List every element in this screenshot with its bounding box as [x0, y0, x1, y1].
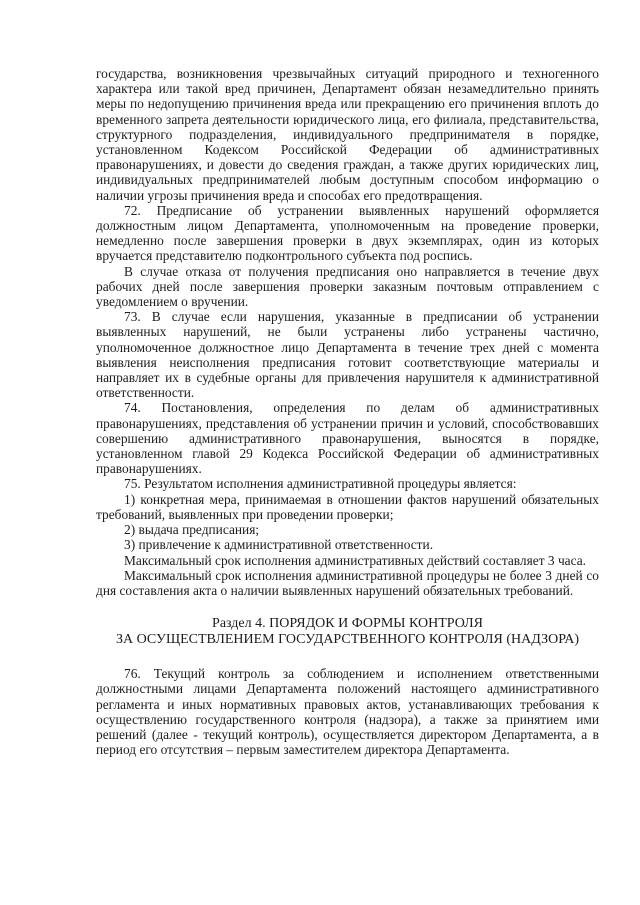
spacer	[96, 648, 599, 666]
list-item-1: 1) конкретная мера, принимаемая в отношении фактов нарушений обязательных требований, выявленных при проведении проверки;	[96, 491, 599, 522]
paragraph-76: 76. Текущий контроль за соблюдением и исполнением ответственными должностными лицами Департамента положений настоящего административного регламента и иных нормативных правовых актов, устанавливающих требования к осуществлению государственного контроля (надзора), а также за принятием ими решений (далее - текущий контроль), осуществляется директором Департамента, а в период его отсутствия – первым заместителем директора Департамента.	[96, 666, 599, 758]
paragraph-74: 74. Постановления, определения по делам об административных правонарушениях, представления об устранении причин и условий, способствовавших совершению административного правонарушения, выносятся в порядке, установленном главой 29 Кодекса Российской Федерации об административных правонарушениях.	[96, 400, 599, 477]
section-heading-line2: ЗА ОСУЩЕСТВЛЕНИЕМ ГОСУДАРСТВЕННОГО КОНТРОЛЯ (НАДЗОРА)	[115, 632, 579, 648]
list-item-3: 3) привлечение к административной ответственности.	[124, 537, 434, 553]
paragraph-75: 75. Результатом исполнения административной процедуры является:	[124, 476, 517, 492]
list-item-2: 2) выдача предписания;	[124, 522, 260, 538]
paragraph-continuation: государства, возникновения чрезвычайных ситуаций природного и техногенного характера или такой вред причинен, Департамент обязан незамедлительно принять меры по недопущению причинения вреда или прекращению его причинения вплоть до временного запрета деятельности юридического лица, его филиала, представительства, структурного подразделения, индивидуального предпринимателя в порядке, установленном Кодексом Российской Федерации об административных правонарушениях, и довести до сведения граждан, а также других юридических лиц, индивидуальных предпринимателей любым доступным способом информацию о наличии угрозы причинения вреда и способах его предотвращения.	[96, 66, 599, 203]
document-body	[96, 66, 599, 757]
section-heading	[96, 616, 599, 648]
section-heading-line1: Раздел 4. ПОРЯДОК И ФОРМЫ КОНТРОЛЯ	[212, 616, 483, 632]
paragraph-72: 72. Предписание об устранении выявленных нарушений оформляется должностным лицом Департамента, уполномоченным на проведение проверки, немедленно после завершения проверки в двух экземплярах, один из которых вручается представителю подконтрольного субъекта под роспись.	[96, 202, 599, 264]
paragraph-refusal: В случае отказа от получения предписания оно направляется в течение двух рабочих дней после завершения проверки заказным почтовым отправлением с уведомлением о вручении.	[96, 263, 599, 310]
paragraph-max-time-actions: Максимальный срок исполнения административных действий составляет 3 часа.	[124, 552, 587, 568]
paragraph-max-time-procedure: Максимальный срок исполнения административной процедуры не более 3 дней со дня составления акта о наличии выявленных нарушений обязательных требований.	[96, 567, 599, 598]
paragraph-73: 73. В случае если нарушения, указанные в предписании об устранении выявленных нарушений, не были устранены либо устранены частично, уполномоченное должностное лицо Департамента в течение трех дней с момента выявления неисполнения предписания готовит соответствующие материалы и направляет их в судебные органы для привлечения нарушителя к административной ответственности.	[96, 309, 599, 401]
